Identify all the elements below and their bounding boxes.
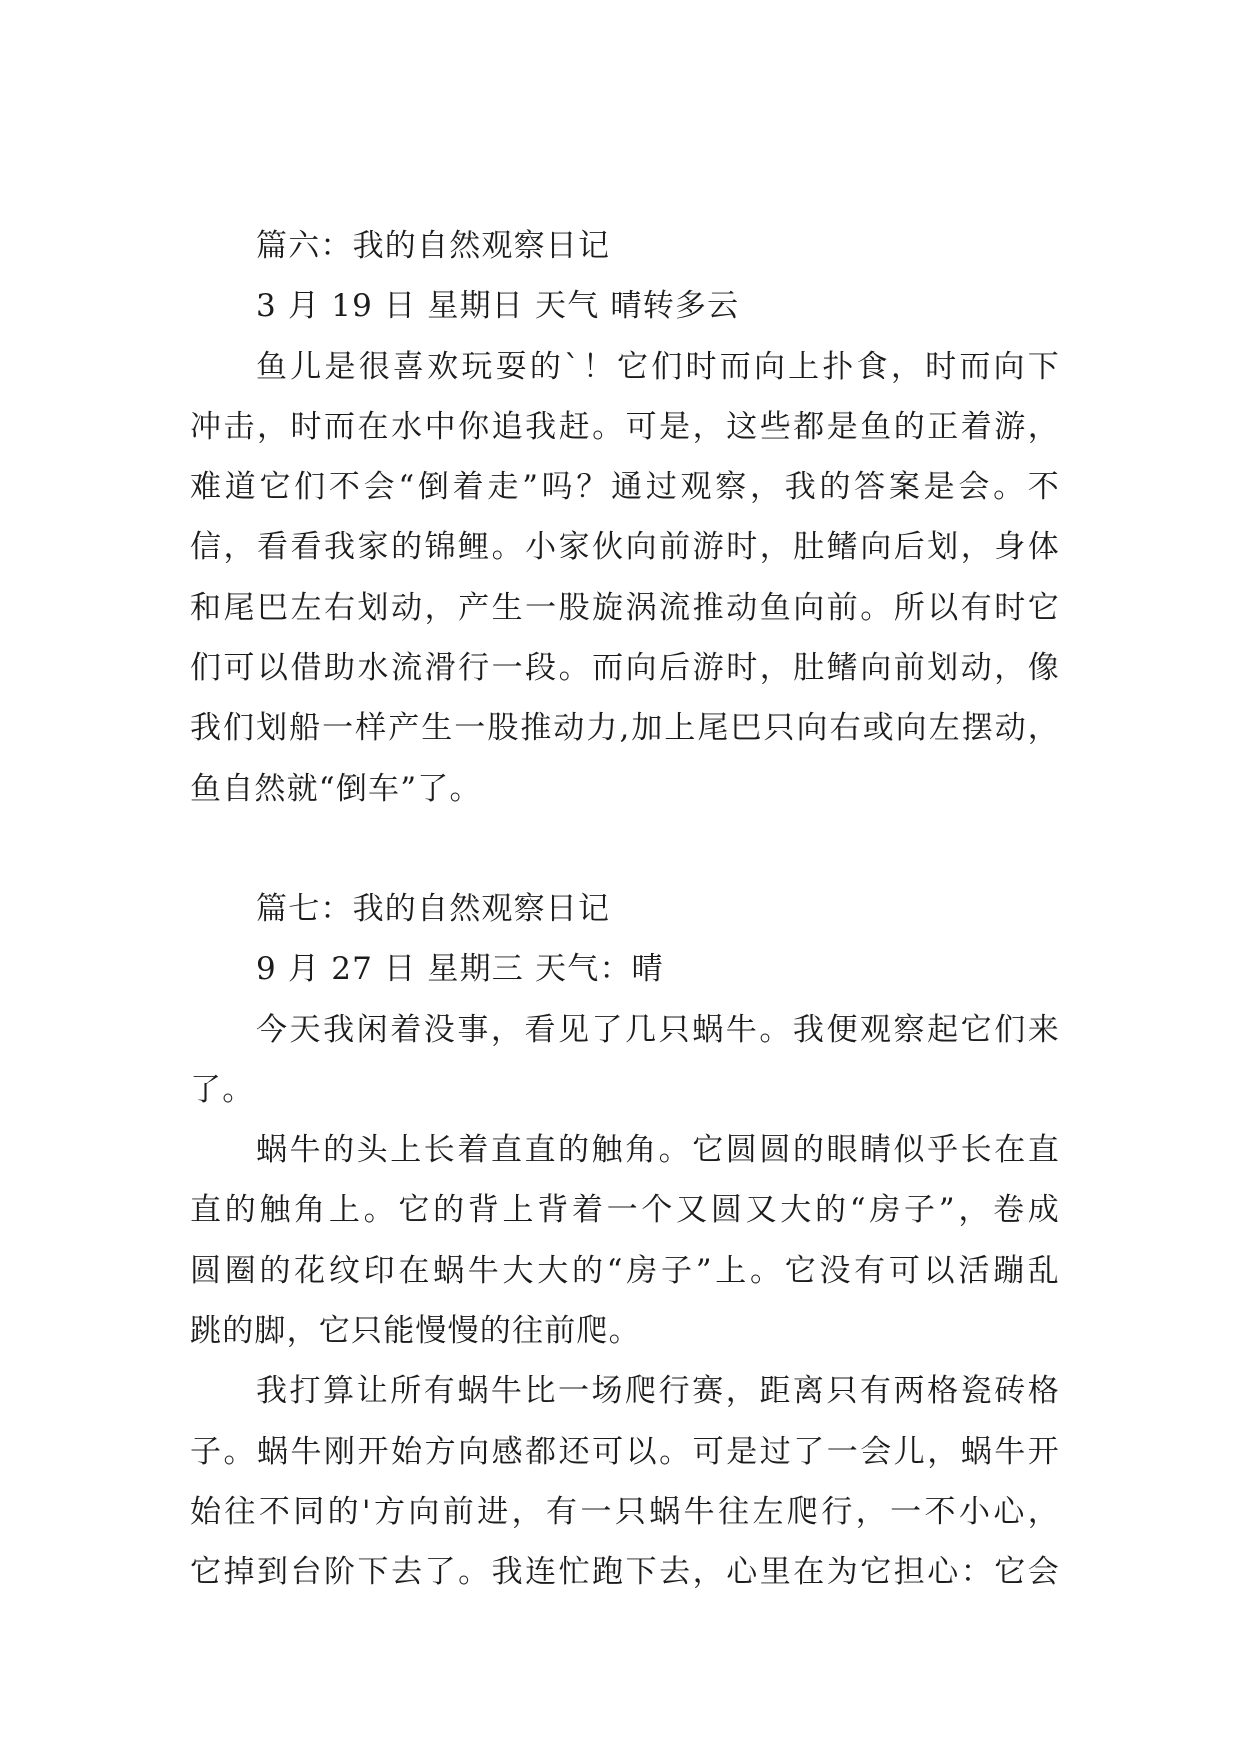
section-title: 篇六：我的自然观察日记	[256, 228, 611, 264]
paragraph-line: 直的触角上。它的背上背着一个又圆又大的“房子”，卷成	[190, 1192, 1060, 1229]
paragraph-line: 跳的脚，它只能慢慢的往前爬。	[190, 1313, 641, 1350]
paragraph	[190, 1000, 1060, 1121]
paragraph-line: 我打算让所有蜗牛比一场爬行赛，距离只有两格瓷砖格	[256, 1373, 1060, 1410]
paragraph-line: 冲击，时而在水中你追我赶。可是，这些都是鱼的正着游，	[190, 408, 1060, 445]
paragraph-line: 鱼儿是很喜欢玩耍的`！它们时而向上扑食，时而向下	[256, 348, 1060, 385]
paragraph-line: 鱼自然就“倒车”了。	[190, 770, 482, 807]
paragraph-line: 它掉到台阶下去了。我连忙跑下去，心里在为它担心：它会	[190, 1554, 1060, 1591]
paragraph-line: 子。蜗牛刚开始方向感都还可以。可是过了一会儿，蜗牛开	[190, 1433, 1060, 1470]
section-spacer	[190, 819, 1060, 879]
paragraph-line: 们可以借助水流滑行一段。而向后游时，肚鳍向前划动，像	[190, 650, 1060, 687]
date-line: 3 月 19 日 星期日 天气 晴转多云	[256, 288, 740, 325]
document-body	[190, 216, 1060, 1603]
paragraph-line: 了。	[190, 1071, 255, 1108]
paragraph	[190, 1361, 1060, 1602]
paragraph-line: 今天我闲着没事，看见了几只蜗牛。我便观察起它们来	[256, 1011, 1060, 1048]
paragraph-line: 信，看看我家的锦鲤。小家伙向前游时，肚鳍向后划，身体	[190, 529, 1060, 566]
paragraph-line: 始往不同的'方向前进，有一只蜗牛往左爬行，一不小心，	[190, 1493, 1060, 1530]
paragraph-line: 圆圈的花纹印在蜗牛大大的“房子”上。它没有可以活蹦乱	[190, 1252, 1060, 1289]
paragraph	[190, 337, 1060, 819]
paragraph-line: 我们划船一样产生一股推动力,加上尾巴只向右或向左摆动，	[190, 710, 1060, 747]
section-title: 篇七：我的自然观察日记	[256, 890, 611, 927]
paragraph-line: 和尾巴左右划动，产生一股旋涡流推动鱼向前。所以有时它	[190, 589, 1060, 626]
paragraph	[190, 1120, 1060, 1361]
paragraph-line: 蜗牛的头上长着直直的触角。它圆圆的眼睛似乎长在直	[256, 1132, 1060, 1169]
paragraph-line: 难道它们不会“倒着走”吗？通过观察，我的答案是会。不	[190, 469, 1060, 506]
date-line: 9 月 27 日 星期三 天气：晴	[256, 951, 664, 988]
